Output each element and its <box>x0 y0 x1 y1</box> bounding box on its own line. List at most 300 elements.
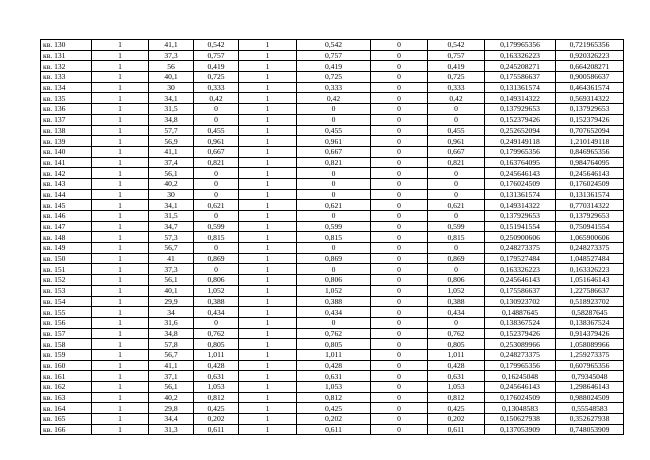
value-cell: 0,388 <box>194 296 239 307</box>
value-cell: 0,131361574 <box>485 82 556 93</box>
value-cell: 0,245646143 <box>485 275 556 286</box>
value-cell: 0 <box>428 178 485 189</box>
value-cell: 34,8 <box>149 114 194 125</box>
value-cell: 0,179965356 <box>485 146 556 157</box>
apartment-cell: кв. 158 <box>41 339 92 350</box>
value-cell: 1 <box>92 211 149 222</box>
value-cell: 0 <box>371 211 428 222</box>
value-cell: 56,7 <box>149 243 194 254</box>
table-row <box>41 82 624 93</box>
value-cell: 0,163326223 <box>485 264 556 275</box>
table-row <box>41 285 624 296</box>
value-cell: 0,42 <box>194 93 239 104</box>
value-cell: 0,419 <box>194 61 239 72</box>
value-cell: 0 <box>194 168 239 179</box>
value-cell: 1 <box>239 61 297 72</box>
value-cell: 0,721965356 <box>556 40 624 51</box>
value-cell: 0 <box>297 114 371 125</box>
value-cell: 0,812 <box>428 392 485 403</box>
value-cell: 0,542 <box>428 40 485 51</box>
apartment-cell: кв. 152 <box>41 275 92 286</box>
value-cell: 1 <box>92 93 149 104</box>
value-cell: 0,248273375 <box>485 243 556 254</box>
value-cell: 0,821 <box>194 157 239 168</box>
value-cell: 1 <box>92 40 149 51</box>
value-cell: 0,13048583 <box>485 403 556 414</box>
apartment-cell: кв. 131 <box>41 50 92 61</box>
value-cell: 0,434 <box>297 307 371 318</box>
value-cell: 0 <box>428 317 485 328</box>
value-cell: 0,599 <box>428 221 485 232</box>
value-cell: 0 <box>371 157 428 168</box>
value-cell: 0,455 <box>428 125 485 136</box>
value-cell: 1 <box>92 157 149 168</box>
value-cell: 1 <box>92 264 149 275</box>
value-cell: 0,42 <box>428 93 485 104</box>
table-row <box>41 296 624 307</box>
apartment-cell: кв. 150 <box>41 253 92 264</box>
value-cell: 0 <box>371 360 428 371</box>
value-cell: 0,806 <box>428 275 485 286</box>
value-cell: 1 <box>239 178 297 189</box>
value-cell: 1,053 <box>297 382 371 393</box>
value-cell: 1 <box>239 200 297 211</box>
value-cell: 0 <box>428 104 485 115</box>
value-cell: 0 <box>194 114 239 125</box>
apartment-cell: кв. 133 <box>41 72 92 83</box>
apartment-cell: кв. 151 <box>41 264 92 275</box>
value-cell: 0,245646143 <box>485 168 556 179</box>
value-cell: 1 <box>239 168 297 179</box>
value-cell: 0 <box>371 382 428 393</box>
value-cell: 0 <box>371 403 428 414</box>
apartment-cell: кв. 164 <box>41 403 92 414</box>
value-cell: 1 <box>92 371 149 382</box>
apartment-cell: кв. 159 <box>41 349 92 360</box>
apartment-cell: кв. 145 <box>41 200 92 211</box>
apartment-cell: кв. 138 <box>41 125 92 136</box>
value-cell: 0,79345048 <box>556 371 624 382</box>
value-cell: 1 <box>92 125 149 136</box>
value-cell: 0,542 <box>194 40 239 51</box>
value-cell: 0,388 <box>428 296 485 307</box>
value-cell: 0,179527484 <box>485 253 556 264</box>
value-cell: 0,138367524 <box>485 317 556 328</box>
value-cell: 0,55548583 <box>556 403 624 414</box>
value-cell: 1 <box>92 253 149 264</box>
value-cell: 0 <box>194 317 239 328</box>
value-cell: 37,4 <box>149 157 194 168</box>
value-cell: 0,869 <box>194 253 239 264</box>
value-cell: 0,455 <box>297 125 371 136</box>
value-cell: 1,053 <box>194 382 239 393</box>
value-cell: 0 <box>371 392 428 403</box>
value-cell: 0 <box>297 178 371 189</box>
value-cell: 0 <box>371 93 428 104</box>
value-cell: 0 <box>371 424 428 435</box>
value-cell: 40,1 <box>149 285 194 296</box>
value-cell: 0,163326223 <box>556 264 624 275</box>
value-cell: 0,152379426 <box>556 114 624 125</box>
value-cell: 57,3 <box>149 232 194 243</box>
value-cell: 0 <box>371 136 428 147</box>
value-cell: 0,149314322 <box>485 200 556 211</box>
value-cell: 0 <box>371 414 428 425</box>
value-cell: 0,631 <box>194 371 239 382</box>
value-cell: 0,149314322 <box>485 93 556 104</box>
value-cell: 29,9 <box>149 296 194 307</box>
value-cell: 0,249149118 <box>485 136 556 147</box>
apartment-cell: кв. 160 <box>41 360 92 371</box>
value-cell: 34 <box>149 307 194 318</box>
value-cell: 0 <box>371 285 428 296</box>
value-cell: 0,428 <box>297 360 371 371</box>
value-cell: 0 <box>297 168 371 179</box>
table-row <box>41 200 624 211</box>
table-row <box>41 125 624 136</box>
value-cell: 0,815 <box>428 232 485 243</box>
value-cell: 1 <box>239 414 297 425</box>
value-cell: 0,58287645 <box>556 307 624 318</box>
value-cell: 1 <box>92 168 149 179</box>
value-cell: 1 <box>239 211 297 222</box>
value-cell: 0,984764095 <box>556 157 624 168</box>
value-cell: 1 <box>239 125 297 136</box>
table-row <box>41 232 624 243</box>
value-cell: 37,3 <box>149 264 194 275</box>
value-cell: 31,6 <box>149 317 194 328</box>
value-cell: 0,179965356 <box>485 360 556 371</box>
table-row <box>41 349 624 360</box>
apartment-cell: кв. 132 <box>41 61 92 72</box>
value-cell: 0 <box>297 317 371 328</box>
value-cell: 0,419 <box>297 61 371 72</box>
apartment-cell: кв. 154 <box>41 296 92 307</box>
value-cell: 1,058089966 <box>556 339 624 350</box>
value-cell: 1 <box>92 189 149 200</box>
value-cell: 0,137053909 <box>485 424 556 435</box>
value-cell: 0 <box>371 264 428 275</box>
value-cell: 0,805 <box>194 339 239 350</box>
value-cell: 0,621 <box>194 200 239 211</box>
value-cell: 1 <box>92 339 149 350</box>
value-cell: 0,175586637 <box>485 285 556 296</box>
value-cell: 1 <box>239 307 297 318</box>
apartment-cell: кв. 141 <box>41 157 92 168</box>
table-row <box>41 424 624 435</box>
value-cell: 1 <box>239 114 297 125</box>
apartment-cell: кв. 156 <box>41 317 92 328</box>
value-cell: 0,137929653 <box>485 104 556 115</box>
value-cell: 0,770314322 <box>556 200 624 211</box>
table-row <box>41 221 624 232</box>
value-cell: 56,1 <box>149 275 194 286</box>
value-cell: 1 <box>92 114 149 125</box>
value-cell: 0,631 <box>428 371 485 382</box>
value-cell: 40,1 <box>149 72 194 83</box>
apartment-cell: кв. 148 <box>41 232 92 243</box>
value-cell: 1 <box>92 296 149 307</box>
value-cell: 0,805 <box>428 339 485 350</box>
value-cell: 0,664208271 <box>556 61 624 72</box>
value-cell: 1 <box>239 40 297 51</box>
value-cell: 0,333 <box>297 82 371 93</box>
value-cell: 1,227586637 <box>556 285 624 296</box>
value-cell: 1,052 <box>194 285 239 296</box>
value-cell: 0,815 <box>194 232 239 243</box>
value-cell: 1 <box>239 50 297 61</box>
value-cell: 1 <box>92 200 149 211</box>
value-cell: 0 <box>194 178 239 189</box>
table-row <box>41 371 624 382</box>
value-cell: 0,621 <box>428 200 485 211</box>
value-cell: 0 <box>428 264 485 275</box>
value-cell: 1,048527484 <box>556 253 624 264</box>
value-cell: 1 <box>239 339 297 350</box>
value-cell: 0 <box>371 178 428 189</box>
value-cell: 0,812 <box>297 392 371 403</box>
value-cell: 0,667 <box>194 146 239 157</box>
value-cell: 29,8 <box>149 403 194 414</box>
value-cell: 0,725 <box>428 72 485 83</box>
value-cell: 0,611 <box>297 424 371 435</box>
value-cell: 0,152379426 <box>485 114 556 125</box>
value-cell: 1 <box>239 317 297 328</box>
value-cell: 0,333 <box>194 82 239 93</box>
apartment-cell: кв. 130 <box>41 40 92 51</box>
value-cell: 31,3 <box>149 424 194 435</box>
value-cell: 0,805 <box>297 339 371 350</box>
apartment-cell: кв. 149 <box>41 243 92 254</box>
apartment-cell: кв. 153 <box>41 285 92 296</box>
value-cell: 37,3 <box>149 50 194 61</box>
value-cell: 0,757 <box>194 50 239 61</box>
value-cell: 0,821 <box>297 157 371 168</box>
value-cell: 0,253089966 <box>485 339 556 350</box>
value-cell: 1 <box>92 221 149 232</box>
value-cell: 56 <box>149 61 194 72</box>
table-row <box>41 178 624 189</box>
value-cell: 0 <box>371 189 428 200</box>
value-cell: 0,434 <box>194 307 239 318</box>
table-row <box>41 275 624 286</box>
apartment-cell: кв. 143 <box>41 178 92 189</box>
value-cell: 1,051646143 <box>556 275 624 286</box>
value-cell: 0,425 <box>194 403 239 414</box>
value-cell: 0,150627938 <box>485 414 556 425</box>
value-cell: 0 <box>297 211 371 222</box>
value-cell: 0,599 <box>297 221 371 232</box>
value-cell: 0,333 <box>428 82 485 93</box>
value-cell: 0,248273375 <box>485 349 556 360</box>
value-cell: 40,2 <box>149 178 194 189</box>
value-cell: 0 <box>297 104 371 115</box>
value-cell: 1 <box>239 146 297 157</box>
value-cell: 1 <box>92 136 149 147</box>
value-cell: 0,245646143 <box>485 382 556 393</box>
value-cell: 0,631 <box>297 371 371 382</box>
value-cell: 0,920326223 <box>556 50 624 61</box>
value-cell: 1 <box>92 61 149 72</box>
value-cell: 34,1 <box>149 200 194 211</box>
table-row <box>41 40 624 51</box>
value-cell: 1 <box>92 82 149 93</box>
value-cell: 0,725 <box>194 72 239 83</box>
value-cell: 1 <box>92 243 149 254</box>
value-cell: 0,667 <box>297 146 371 157</box>
value-cell: 0 <box>371 168 428 179</box>
value-cell: 0,667 <box>428 146 485 157</box>
value-cell: 34,7 <box>149 221 194 232</box>
value-cell: 1 <box>239 275 297 286</box>
value-cell: 0,812 <box>194 392 239 403</box>
value-cell: 0,425 <box>428 403 485 414</box>
apartment-cell: кв. 140 <box>41 146 92 157</box>
value-cell: 0 <box>371 307 428 318</box>
value-cell: 0 <box>371 253 428 264</box>
value-cell: 0,138367524 <box>556 317 624 328</box>
value-cell: 56,7 <box>149 349 194 360</box>
value-cell: 0,202 <box>194 414 239 425</box>
value-cell: 0 <box>371 317 428 328</box>
value-cell: 0 <box>371 339 428 350</box>
value-cell: 1 <box>239 285 297 296</box>
apartment-cell: кв. 162 <box>41 382 92 393</box>
value-cell: 0,176024509 <box>556 178 624 189</box>
value-cell: 0,428 <box>428 360 485 371</box>
apartment-cell: кв. 147 <box>41 221 92 232</box>
value-cell: 41 <box>149 253 194 264</box>
value-cell: 34,1 <box>149 93 194 104</box>
value-cell: 1 <box>239 93 297 104</box>
value-cell: 1 <box>92 403 149 414</box>
value-cell: 40,2 <box>149 392 194 403</box>
value-cell: 0,464361574 <box>556 82 624 93</box>
value-cell: 0 <box>371 114 428 125</box>
value-cell: 0 <box>371 349 428 360</box>
apartment-cell: кв. 144 <box>41 189 92 200</box>
value-cell: 0,14887645 <box>485 307 556 318</box>
value-cell: 1 <box>239 72 297 83</box>
value-cell: 1,011 <box>428 349 485 360</box>
value-cell: 0 <box>428 114 485 125</box>
table-row <box>41 392 624 403</box>
value-cell: 1,259273375 <box>556 349 624 360</box>
value-cell: 1 <box>92 424 149 435</box>
table-row <box>41 72 624 83</box>
value-cell: 0 <box>297 264 371 275</box>
value-cell: 1 <box>239 264 297 275</box>
value-cell: 0,176024509 <box>485 392 556 403</box>
value-cell: 0,152379426 <box>485 328 556 339</box>
value-cell: 0 <box>428 211 485 222</box>
value-cell: 0 <box>371 371 428 382</box>
value-cell: 0,131361574 <box>485 189 556 200</box>
table-row <box>41 61 624 72</box>
value-cell: 0,428 <box>194 360 239 371</box>
value-cell: 41,1 <box>149 146 194 157</box>
value-cell: 1 <box>239 82 297 93</box>
value-cell: 41,1 <box>149 40 194 51</box>
value-cell: 0,869 <box>428 253 485 264</box>
apartment-cell: кв. 165 <box>41 414 92 425</box>
value-cell: 37,1 <box>149 371 194 382</box>
table-row <box>41 360 624 371</box>
table-row <box>41 168 624 179</box>
value-cell: 1 <box>92 360 149 371</box>
value-cell: 0,611 <box>428 424 485 435</box>
value-cell: 1 <box>239 253 297 264</box>
value-cell: 1 <box>92 50 149 61</box>
value-cell: 0,176024509 <box>485 178 556 189</box>
value-cell: 0 <box>371 50 428 61</box>
table-row <box>41 189 624 200</box>
value-cell: 0,352627938 <box>556 414 624 425</box>
value-cell: 0,16245048 <box>485 371 556 382</box>
value-cell: 0 <box>194 211 239 222</box>
apartment-cell: кв. 136 <box>41 104 92 115</box>
table-row <box>41 339 624 350</box>
apartment-cell: кв. 134 <box>41 82 92 93</box>
value-cell: 0,611 <box>194 424 239 435</box>
value-cell: 0,621 <box>297 200 371 211</box>
value-cell: 0,518923702 <box>556 296 624 307</box>
table-row <box>41 414 624 425</box>
apartment-cell: кв. 166 <box>41 424 92 435</box>
value-cell: 0,419 <box>428 61 485 72</box>
value-cell: 1 <box>92 72 149 83</box>
apartment-cell: кв. 161 <box>41 371 92 382</box>
value-cell: 0,252652094 <box>485 125 556 136</box>
value-cell: 1 <box>92 285 149 296</box>
value-cell: 0,757 <box>297 50 371 61</box>
table-row <box>41 93 624 104</box>
value-cell: 1 <box>92 382 149 393</box>
value-cell: 0,914379426 <box>556 328 624 339</box>
value-cell: 0,961 <box>297 136 371 147</box>
table-row <box>41 307 624 318</box>
value-cell: 0,815 <box>297 232 371 243</box>
table-row <box>41 104 624 115</box>
value-cell: 1 <box>239 104 297 115</box>
value-cell: 1,053 <box>428 382 485 393</box>
value-cell: 34,8 <box>149 328 194 339</box>
value-cell: 0,757 <box>428 50 485 61</box>
value-cell: 1 <box>239 424 297 435</box>
value-cell: 1 <box>92 328 149 339</box>
value-cell: 57,7 <box>149 125 194 136</box>
value-cell: 0,137929653 <box>485 211 556 222</box>
value-cell: 1 <box>239 382 297 393</box>
value-cell: 0 <box>428 168 485 179</box>
value-cell: 1 <box>239 360 297 371</box>
value-cell: 0 <box>371 221 428 232</box>
data-table-sheet <box>40 39 624 435</box>
value-cell: 0,163764095 <box>485 157 556 168</box>
value-cell: 57,8 <box>149 339 194 350</box>
value-cell: 1 <box>92 392 149 403</box>
value-cell: 0,961 <box>194 136 239 147</box>
value-cell: 0,248273375 <box>556 243 624 254</box>
value-cell: 1 <box>239 328 297 339</box>
value-cell: 1 <box>92 104 149 115</box>
value-cell: 1,011 <box>297 349 371 360</box>
value-cell: 0,434 <box>428 307 485 318</box>
value-cell: 0,137929653 <box>556 104 624 115</box>
value-cell: 0 <box>194 243 239 254</box>
value-cell: 0 <box>371 328 428 339</box>
value-cell: 41,1 <box>149 360 194 371</box>
